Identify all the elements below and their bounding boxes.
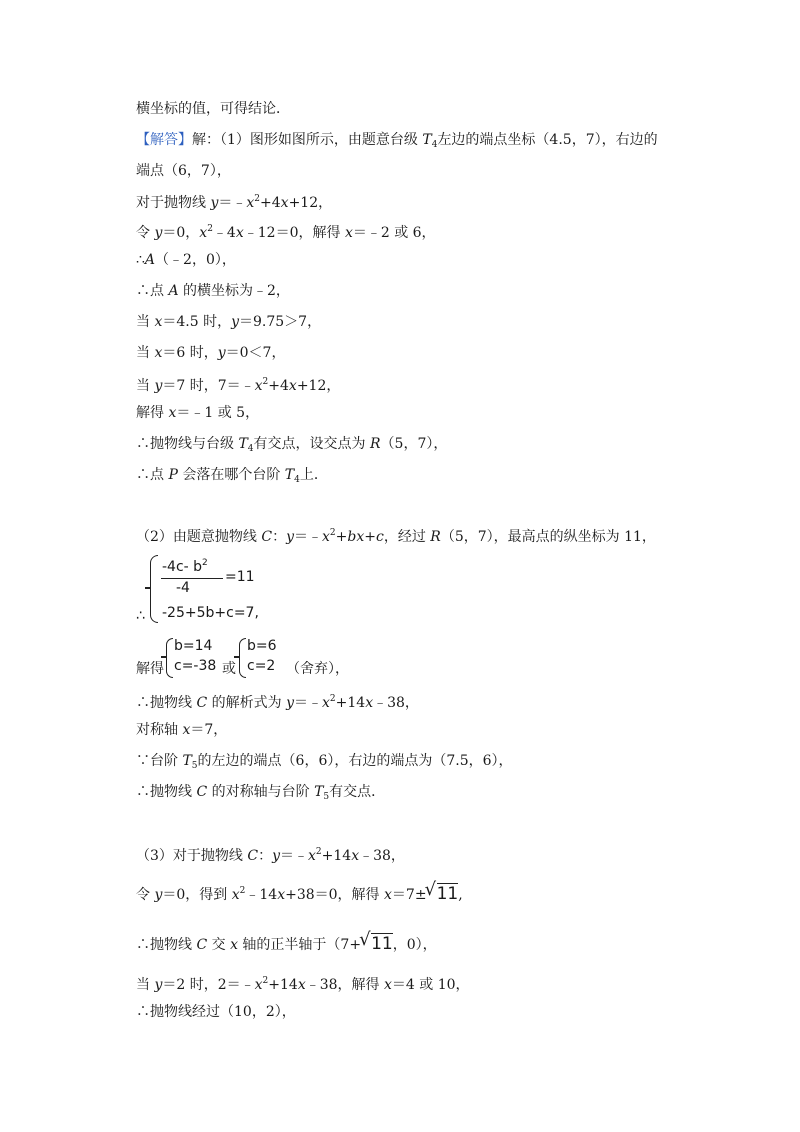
text-line: ∴点 A 的横坐标为﹣2， xyxy=(136,283,290,299)
fraction-bar xyxy=(161,578,223,579)
solution-c2: c=2 xyxy=(247,658,276,674)
text-line: 横坐标的值，可得结论． xyxy=(136,101,290,117)
text-line: 令 y＝0，$x^2﹣4x﹣12=0$，解得 x＝﹣2 或 6， xyxy=(136,224,436,241)
therefore-symbol: ∴ xyxy=(136,608,145,624)
text-line: 当 x＝4.5 时，y＝9.75＞7， xyxy=(136,314,322,330)
text-line: ∵台阶 $T_5$的左边的端点（6，6），右边的端点为（7.5，6）， xyxy=(136,753,513,771)
text-line: 对于抛物线 $y=﹣x^2+4x+12$， xyxy=(136,194,333,211)
brace-notch xyxy=(145,587,150,589)
solve-prefix: 解得 xyxy=(136,661,164,677)
solution-b1: b=14 xyxy=(174,638,213,654)
text-line: （2）由题意抛物线 C：$y=﹣x^2+bx+c$，经过 R（5，7），最高点的纵坐标为 11， xyxy=(136,528,656,545)
solution-b2: b=6 xyxy=(247,638,277,654)
text-line: ∴抛物线 C 交 x 轴的正半轴于（7+ √ 11，0）， xyxy=(136,929,437,954)
or-word: 或 xyxy=(222,661,236,677)
text-line: ∴抛物线与台级 $T_4$有交点，设交点为 R（5，7）， xyxy=(136,436,448,454)
brace-notch xyxy=(234,656,239,658)
discard-note: （舍弃）， xyxy=(286,661,349,677)
square-root: √ 11 xyxy=(359,929,393,954)
equation-system xyxy=(136,553,416,625)
text-line: ∴点 P 会落在哪个台阶 $T_4$上． xyxy=(136,467,328,485)
text-line: 当 y＝7 时，$7=﹣x^2+4x+12$， xyxy=(136,377,341,394)
text-line: 对称轴 x＝7， xyxy=(136,722,228,738)
answer-tag: 【解答】 xyxy=(136,132,192,148)
left-brace xyxy=(150,555,158,623)
solution-system xyxy=(136,636,456,678)
text-line: 解得 x＝﹣1 或 5， xyxy=(136,405,260,421)
left-brace xyxy=(239,638,246,678)
text-line: 当 x＝6 时，y＝0＜7， xyxy=(136,345,286,361)
fraction-denominator: -4 xyxy=(176,580,190,596)
text-line: （3）对于抛物线 C：$y=﹣x^2+14x﹣38$， xyxy=(136,847,405,864)
text-line: 令 y＝0，得到 $x^2﹣14x+38=0$，解得 x＝7± √ 11, xyxy=(136,879,463,904)
text-line: 端点（6，7）， xyxy=(136,163,231,179)
text-line: 【解答】解：（1）图形如图所示，由题意台级 $T_4$左边的端点坐标（4.5，7），右边的 xyxy=(136,132,658,150)
equation-rhs: =11 xyxy=(225,569,255,585)
text-line: ∴抛物线 C 的解析式为 $y=﹣x^2+14x﹣38$， xyxy=(136,694,419,711)
text-line: ∴A（﹣2，0）， xyxy=(136,252,236,268)
solution-c1: c=-38 xyxy=(174,658,217,674)
text-line: ∴抛物线经过（10，2）， xyxy=(136,1004,296,1020)
fraction-numerator: -4c- $b^2$ xyxy=(162,558,208,575)
left-brace xyxy=(166,638,173,678)
square-root: √ 11 xyxy=(424,879,459,904)
brace-notch xyxy=(161,656,166,658)
text-line: 当 y＝2 时，$2=﹣x^2+14x﹣38$，解得 x＝4 或 10， xyxy=(136,976,470,993)
equation-2: -25+5b+c=7, xyxy=(162,605,259,621)
text-line: ∴抛物线 C 的对称轴与台阶 $T_5$有交点． xyxy=(136,784,386,802)
